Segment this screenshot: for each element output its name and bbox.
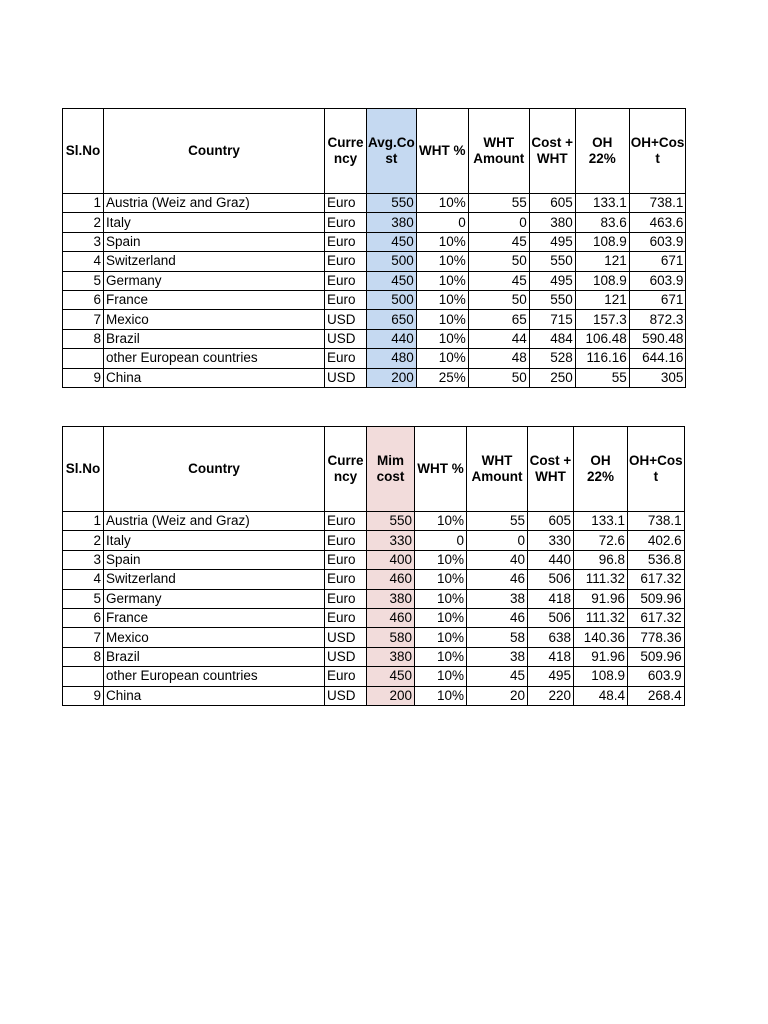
cell-cost-plus-wht: 380 <box>529 213 575 232</box>
table-row <box>63 686 685 705</box>
cell-oh-22: 106.48 <box>575 329 629 348</box>
cell-oh-plus-cost: 778.36 <box>628 628 685 647</box>
cell-cost: 460 <box>367 570 415 589</box>
cell-cost: 200 <box>367 686 415 705</box>
cell-country: Brazil <box>104 647 325 666</box>
cell-wht-amount: 46 <box>467 570 528 589</box>
cell-cost: 500 <box>367 252 417 271</box>
cell-oh-plus-cost: 872.3 <box>629 310 686 329</box>
table-row <box>63 589 685 608</box>
header-country: Country <box>104 109 325 194</box>
header-oh-22: OH 22% <box>574 427 628 512</box>
cell-cost-plus-wht: 250 <box>529 368 575 387</box>
header-wht-amount: WHT Amount <box>468 109 529 194</box>
table-row <box>63 368 686 387</box>
cell-cost: 550 <box>367 512 415 531</box>
cell-cost: 450 <box>367 232 417 251</box>
cell-country: Spain <box>104 550 325 569</box>
cell-sl-no <box>63 349 104 368</box>
cell-sl-no: 8 <box>63 647 104 666</box>
cell-country: Austria (Weiz and Graz) <box>104 512 325 531</box>
cell-wht-percent: 10% <box>415 570 467 589</box>
cell-wht-percent: 10% <box>416 329 468 348</box>
cell-currency: USD <box>325 647 367 666</box>
cell-wht-amount: 38 <box>467 589 528 608</box>
cell-currency: USD <box>325 368 367 387</box>
cell-country: China <box>104 686 325 705</box>
table-row <box>63 232 686 251</box>
cell-wht-percent: 10% <box>415 667 467 686</box>
cell-wht-percent: 10% <box>416 290 468 309</box>
cell-cost: 400 <box>367 550 415 569</box>
cell-cost: 330 <box>367 531 415 550</box>
header-wht-percent: WHT % <box>416 109 468 194</box>
cell-country: Germany <box>104 589 325 608</box>
cell-sl-no <box>63 667 104 686</box>
cell-wht-percent: 0 <box>416 213 468 232</box>
cell-oh-22: 116.16 <box>575 349 629 368</box>
cell-cost: 450 <box>367 667 415 686</box>
cell-wht-amount: 58 <box>467 628 528 647</box>
cell-sl-no: 8 <box>63 329 104 348</box>
table-row <box>63 570 685 589</box>
cell-country: Italy <box>104 213 325 232</box>
cell-oh-22: 96.8 <box>574 550 628 569</box>
cell-country: China <box>104 368 325 387</box>
cell-currency: Euro <box>325 271 367 290</box>
cell-currency: Euro <box>325 667 367 686</box>
cell-oh-plus-cost: 268.4 <box>628 686 685 705</box>
cell-wht-amount: 0 <box>468 213 529 232</box>
cell-wht-percent: 10% <box>415 608 467 627</box>
header-row <box>63 109 686 194</box>
cell-sl-no: 6 <box>63 608 104 627</box>
cell-oh-22: 72.6 <box>574 531 628 550</box>
cell-wht-percent: 0 <box>415 531 467 550</box>
cell-wht-percent: 10% <box>415 512 467 531</box>
cell-oh-plus-cost: 603.9 <box>629 271 686 290</box>
cell-cost-plus-wht: 484 <box>529 329 575 348</box>
cell-cost-plus-wht: 506 <box>528 608 574 627</box>
cell-oh-22: 55 <box>575 368 629 387</box>
cell-wht-percent: 10% <box>415 589 467 608</box>
cell-cost-plus-wht: 495 <box>528 667 574 686</box>
cell-sl-no: 4 <box>63 570 104 589</box>
header-country: Country <box>104 427 325 512</box>
cell-currency: Euro <box>325 531 367 550</box>
cell-country: Switzerland <box>104 252 325 271</box>
cell-currency: Euro <box>325 252 367 271</box>
cell-country: France <box>104 290 325 309</box>
cell-cost: 380 <box>367 213 417 232</box>
cell-currency: USD <box>325 686 367 705</box>
cell-oh-22: 140.36 <box>574 628 628 647</box>
table-row <box>63 550 685 569</box>
avg-cost-table <box>62 108 686 388</box>
cell-country: Spain <box>104 232 325 251</box>
cell-cost-plus-wht: 220 <box>528 686 574 705</box>
cell-oh-plus-cost: 402.6 <box>628 531 685 550</box>
cell-oh-plus-cost: 617.32 <box>628 608 685 627</box>
cell-wht-percent: 10% <box>415 686 467 705</box>
cell-oh-plus-cost: 603.9 <box>629 232 686 251</box>
cell-sl-no: 9 <box>63 686 104 705</box>
header-cost: Mim cost <box>367 427 415 512</box>
table-row <box>63 213 686 232</box>
table-row <box>63 349 686 368</box>
table-row <box>63 310 686 329</box>
cell-oh-22: 91.96 <box>574 647 628 666</box>
cell-oh-plus-cost: 603.9 <box>628 667 685 686</box>
cell-sl-no: 6 <box>63 290 104 309</box>
cell-cost-plus-wht: 715 <box>529 310 575 329</box>
cell-cost-plus-wht: 495 <box>529 271 575 290</box>
cell-wht-amount: 38 <box>467 647 528 666</box>
cell-oh-plus-cost: 463.6 <box>629 213 686 232</box>
cell-wht-amount: 50 <box>468 368 529 387</box>
table-row <box>63 512 685 531</box>
cell-sl-no: 2 <box>63 213 104 232</box>
cell-wht-percent: 10% <box>416 194 468 213</box>
table-row <box>63 647 685 666</box>
cell-wht-percent: 10% <box>415 628 467 647</box>
cell-wht-percent: 10% <box>415 647 467 666</box>
cell-cost: 480 <box>367 349 417 368</box>
cell-cost: 200 <box>367 368 417 387</box>
cell-currency: Euro <box>325 194 367 213</box>
cell-cost: 580 <box>367 628 415 647</box>
cell-currency: Euro <box>325 550 367 569</box>
cell-country: Brazil <box>104 329 325 348</box>
header-wht-percent: WHT % <box>415 427 467 512</box>
cell-cost-plus-wht: 550 <box>529 290 575 309</box>
table-row <box>63 531 685 550</box>
cell-currency: Euro <box>325 608 367 627</box>
header-cost-plus-wht: Cost + WHT <box>528 427 574 512</box>
cell-cost-plus-wht: 550 <box>529 252 575 271</box>
cell-oh-plus-cost: 671 <box>629 252 686 271</box>
cell-oh-22: 157.3 <box>575 310 629 329</box>
cell-currency: Euro <box>325 512 367 531</box>
cell-oh-plus-cost: 644.16 <box>629 349 686 368</box>
cell-oh-22: 121 <box>575 252 629 271</box>
cell-cost-plus-wht: 528 <box>529 349 575 368</box>
cell-cost: 380 <box>367 647 415 666</box>
cell-oh-22: 111.32 <box>574 570 628 589</box>
cell-wht-amount: 45 <box>468 271 529 290</box>
cell-currency: Euro <box>325 589 367 608</box>
cell-currency: Euro <box>325 349 367 368</box>
cell-wht-amount: 0 <box>467 531 528 550</box>
cell-oh-plus-cost: 536.8 <box>628 550 685 569</box>
cell-country: Mexico <box>104 628 325 647</box>
cell-country: Germany <box>104 271 325 290</box>
cell-country: France <box>104 608 325 627</box>
header-sl-no: Sl.No <box>63 109 104 194</box>
table-row <box>63 252 686 271</box>
cell-oh-22: 48.4 <box>574 686 628 705</box>
cell-cost-plus-wht: 440 <box>528 550 574 569</box>
cell-oh-22: 111.32 <box>574 608 628 627</box>
cell-wht-amount: 40 <box>467 550 528 569</box>
cell-cost: 380 <box>367 589 415 608</box>
cell-wht-amount: 65 <box>468 310 529 329</box>
cell-currency: USD <box>325 628 367 647</box>
cell-country: Switzerland <box>104 570 325 589</box>
cell-wht-amount: 45 <box>468 232 529 251</box>
header-wht-amount: WHT Amount <box>467 427 528 512</box>
cell-oh-plus-cost: 590.48 <box>629 329 686 348</box>
cell-sl-no: 5 <box>63 271 104 290</box>
cell-sl-no: 4 <box>63 252 104 271</box>
cell-sl-no: 3 <box>63 232 104 251</box>
cell-wht-percent: 10% <box>416 310 468 329</box>
cell-cost: 440 <box>367 329 417 348</box>
cell-cost: 550 <box>367 194 417 213</box>
header-oh-plus-cost: OH+Cos t <box>628 427 685 512</box>
cell-wht-amount: 50 <box>468 252 529 271</box>
cell-cost: 500 <box>367 290 417 309</box>
cell-cost-plus-wht: 418 <box>528 647 574 666</box>
cell-sl-no: 1 <box>63 194 104 213</box>
table-row <box>63 194 686 213</box>
cell-country: other European countries <box>104 349 325 368</box>
cell-oh-22: 133.1 <box>575 194 629 213</box>
header-cost: Avg.Co st <box>367 109 417 194</box>
cell-country: Italy <box>104 531 325 550</box>
cell-oh-plus-cost: 617.32 <box>628 570 685 589</box>
header-oh-plus-cost: OH+Cos t <box>629 109 686 194</box>
cell-oh-22: 83.6 <box>575 213 629 232</box>
table-row <box>63 608 685 627</box>
cell-wht-amount: 45 <box>467 667 528 686</box>
cell-wht-percent: 10% <box>416 252 468 271</box>
cell-oh-plus-cost: 738.1 <box>628 512 685 531</box>
cell-currency: Euro <box>325 232 367 251</box>
cell-cost: 650 <box>367 310 417 329</box>
header-row <box>63 427 685 512</box>
cell-wht-amount: 55 <box>467 512 528 531</box>
cell-oh-22: 108.9 <box>575 232 629 251</box>
table-row <box>63 628 685 647</box>
min-cost-table <box>62 426 685 706</box>
cell-cost-plus-wht: 605 <box>528 512 574 531</box>
cell-oh-plus-cost: 738.1 <box>629 194 686 213</box>
cell-sl-no: 7 <box>63 310 104 329</box>
cell-oh-plus-cost: 305 <box>629 368 686 387</box>
cell-cost-plus-wht: 638 <box>528 628 574 647</box>
cell-currency: Euro <box>325 570 367 589</box>
cell-oh-22: 108.9 <box>574 667 628 686</box>
cell-currency: USD <box>325 310 367 329</box>
cell-oh-22: 108.9 <box>575 271 629 290</box>
cell-sl-no: 2 <box>63 531 104 550</box>
cell-sl-no: 9 <box>63 368 104 387</box>
header-oh-22: OH 22% <box>575 109 629 194</box>
cell-cost-plus-wht: 418 <box>528 589 574 608</box>
cell-country: other European countries <box>104 667 325 686</box>
cell-cost-plus-wht: 605 <box>529 194 575 213</box>
table-row <box>63 271 686 290</box>
table-row <box>63 290 686 309</box>
cell-wht-amount: 48 <box>468 349 529 368</box>
header-currency: Curre ncy <box>325 427 367 512</box>
header-cost-plus-wht: Cost + WHT <box>529 109 575 194</box>
table-row <box>63 667 685 686</box>
cell-wht-percent: 10% <box>416 232 468 251</box>
cell-cost-plus-wht: 330 <box>528 531 574 550</box>
cell-sl-no: 3 <box>63 550 104 569</box>
cell-oh-22: 91.96 <box>574 589 628 608</box>
cell-currency: Euro <box>325 290 367 309</box>
cell-sl-no: 7 <box>63 628 104 647</box>
cell-oh-plus-cost: 671 <box>629 290 686 309</box>
cell-oh-plus-cost: 509.96 <box>628 589 685 608</box>
table-row <box>63 329 686 348</box>
cell-cost: 460 <box>367 608 415 627</box>
cell-oh-plus-cost: 509.96 <box>628 647 685 666</box>
header-currency: Curre ncy <box>325 109 367 194</box>
cell-wht-amount: 44 <box>468 329 529 348</box>
cell-wht-percent: 10% <box>416 271 468 290</box>
cell-cost: 450 <box>367 271 417 290</box>
cell-wht-amount: 46 <box>467 608 528 627</box>
cell-country: Mexico <box>104 310 325 329</box>
cell-currency: Euro <box>325 213 367 232</box>
cell-oh-22: 133.1 <box>574 512 628 531</box>
cell-currency: USD <box>325 329 367 348</box>
cell-sl-no: 1 <box>63 512 104 531</box>
cell-wht-percent: 10% <box>416 349 468 368</box>
cell-wht-percent: 25% <box>416 368 468 387</box>
cell-sl-no: 5 <box>63 589 104 608</box>
cell-cost-plus-wht: 495 <box>529 232 575 251</box>
cell-wht-amount: 50 <box>468 290 529 309</box>
cell-cost-plus-wht: 506 <box>528 570 574 589</box>
cell-wht-amount: 55 <box>468 194 529 213</box>
cell-country: Austria (Weiz and Graz) <box>104 194 325 213</box>
cell-wht-amount: 20 <box>467 686 528 705</box>
cell-wht-percent: 10% <box>415 550 467 569</box>
header-sl-no: Sl.No <box>63 427 104 512</box>
cell-oh-22: 121 <box>575 290 629 309</box>
